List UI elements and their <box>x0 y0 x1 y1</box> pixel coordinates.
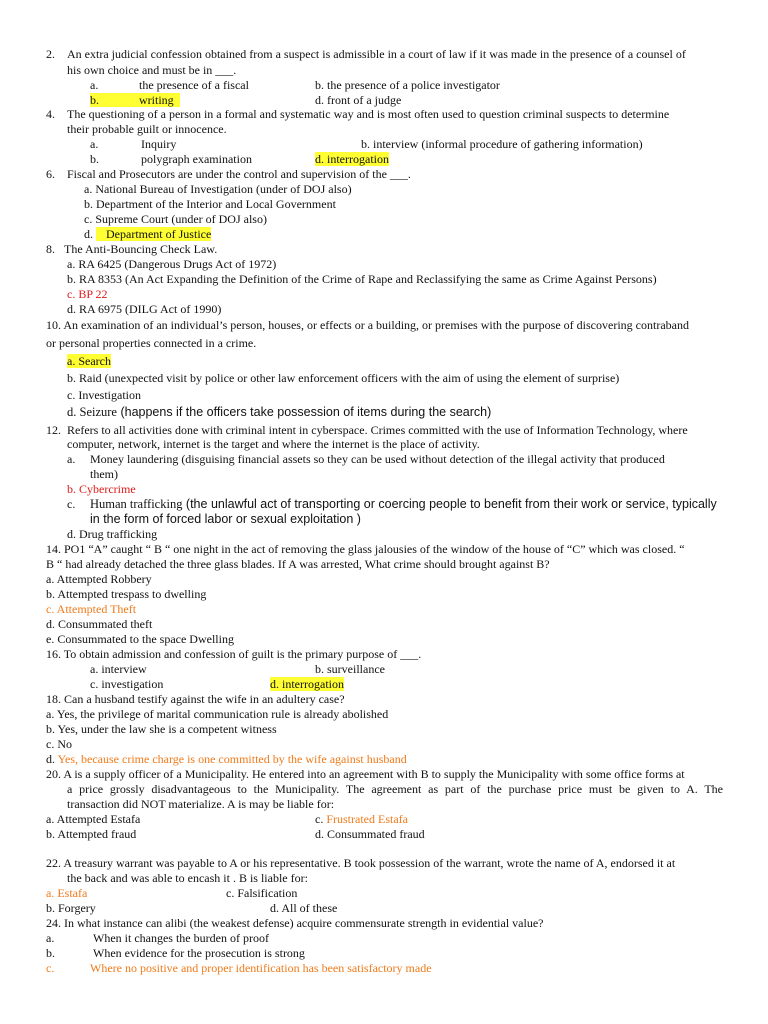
q2-stem-line2: his own choice and must be in ___. <box>67 63 237 77</box>
q4-stem-line2: their probable guilt or innocence. <box>67 122 227 136</box>
q4-option-b-right: b. interview (informal procedure of gathering information) <box>361 137 643 151</box>
q22-option-b: b. Forgery <box>46 901 96 915</box>
q22-option-a: a. Estafa <box>46 886 88 900</box>
q4-option-d: d. interrogation <box>315 152 389 166</box>
q18-option-a: a. Yes, the privilege of marital communication rule is already abolished <box>46 707 389 721</box>
q12-option-c-line2: in the form of forced labor or sexual exploitation ) <box>90 512 361 526</box>
q6-number: 6. <box>46 167 55 181</box>
q8-number: 8. <box>46 242 55 256</box>
q14-option-c: c. Attempted Theft <box>46 602 137 616</box>
q24-option-b: When evidence for the prosecution is strong <box>93 946 305 960</box>
q22-stem-line1: 22. A treasury warrant was payable to A or his representative. B took possession of the warrant, wrote the name of A, endorsed it at <box>46 856 676 870</box>
q12-option-c-letter: c. <box>67 497 76 511</box>
q12-option-a-letter: a. <box>67 452 76 466</box>
q24-stem: 24. In what instance can alibi (the weakest defense) acquire commensurate strength in evidential value? <box>46 916 544 930</box>
q20-option-b: b. Attempted fraud <box>46 827 137 841</box>
q12-stem-line2: computer, network, internet is the target and where the internet is the place of activity. <box>67 437 480 451</box>
q20-option-c-letter: c. <box>315 812 327 826</box>
q10-option-d <box>67 405 491 419</box>
q6-option-c: c. Supreme Court (under of DOJ also) <box>84 212 267 226</box>
q20-option-d: d. Consummated fraud <box>315 827 425 841</box>
q12-option-d: d. Drug trafficking <box>67 527 158 541</box>
q10-option-d-term: d. Seizure <box>67 405 117 419</box>
q4-option-b-letter: b. <box>90 152 99 166</box>
q18-stem: 18. Can a husband testify against the wife in an adultery case? <box>46 692 345 706</box>
q22-option-c: c. Falsification <box>226 886 298 900</box>
q14-option-a: a. Attempted Robbery <box>46 572 152 586</box>
q2-option-b: writing <box>139 93 174 107</box>
q12-stem-line1: Refers to all activities done with criminal intent in cyberspace. Crimes committed with the use of Information Technology, where <box>67 423 688 437</box>
q24-option-a: When it changes the burden of proof <box>93 931 269 945</box>
q14-option-d: d. Consummated theft <box>46 617 153 631</box>
q16-option-c: c. investigation <box>90 677 164 691</box>
q2-option-a: the presence of a fiscal <box>139 78 249 92</box>
q16-stem: 16. To obtain admission and confession of guilt is the primary purpose of ___. <box>46 647 422 661</box>
q22-option-d: d. All of these <box>270 901 338 915</box>
q6-stem: Fiscal and Prosecutors are under the control and supervision of the ___. <box>67 167 411 181</box>
q12-option-c-note: (the unlawful act of transporting or coercing people to benefit from their work or service, typically <box>182 497 717 511</box>
q4-option-b: polygraph examination <box>141 152 252 166</box>
q20-stem-line1: 20. A is a supply officer of a Municipality. He entered into an agreement with B to supply the Municipality with some office forms at <box>46 767 685 781</box>
q12-option-a-line2: them) <box>90 467 118 481</box>
q6-option-d-letter: d. <box>84 227 93 241</box>
q8-option-a: a. RA 6425 (Dangerous Drugs Act of 1972) <box>67 257 277 271</box>
q10-stem-line2: or personal properties connected in a crime. <box>46 336 257 350</box>
q4-number: 4. <box>46 107 55 121</box>
q10-option-d-note: (happens if the officers take possession of items during the search) <box>116 405 492 419</box>
q4-option-a-letter: a. <box>90 137 99 151</box>
q22-stem-line2: the back and was able to encash it . B is liable for: <box>67 871 308 885</box>
q14-option-e: e. Consummated to the space Dwelling <box>46 632 234 646</box>
q12-option-c-line1 <box>90 497 717 511</box>
q2-option-d: d. front of a judge <box>315 93 402 107</box>
q20-stem-line3: transaction did NOT materialize. A is may be liable for: <box>67 797 335 811</box>
q24-option-b-letter: b. <box>46 946 55 960</box>
q4-option-a: Inquiry <box>141 137 177 151</box>
q2-option-b-right: b. the presence of a police investigator <box>315 78 500 92</box>
q16-option-b: b. surveillance <box>315 662 385 676</box>
q10-option-b: b. Raid (unexpected visit by police or other law enforcement officers with the aim of using the element of surprise) <box>67 371 620 385</box>
q8-option-c: c. BP 22 <box>67 287 108 301</box>
q18-option-c: c. No <box>46 737 72 751</box>
q2-option-b-highlight <box>90 93 180 107</box>
q20-option-c-text: Frustrated Estafa <box>326 812 408 826</box>
q20-option-c <box>315 812 408 826</box>
q18-option-d-letter: d. <box>46 752 58 766</box>
q2-number: 2. <box>46 47 55 61</box>
q2-stem-line1: An extra judicial confession obtained from a suspect is admissible in a court of law if it was made in the presence of a counsel of <box>67 47 686 61</box>
q8-option-d: d. RA 6975 (DILG Act of 1990) <box>67 302 222 316</box>
q24-option-c-letter: c. <box>46 961 55 975</box>
q8-option-b: b. RA 8353 (An Act Expanding the Definition of the Crime of Rape and Reclassifying the same as Crime Against Persons) <box>67 272 657 286</box>
q12-number: 12. <box>46 423 61 437</box>
q10-option-c: c. Investigation <box>67 388 141 402</box>
q14-stem-line2: B “ had already detached the three glass blades. If A was arrested, What crime should brought against B? <box>46 557 550 571</box>
q2-option-b-letter: b. <box>90 93 99 107</box>
q14-stem-line1: 14. PO1 “A” caught “ B “ one night in the act of removing the glass jalousies of the window of the house of “C” which was closed. “ <box>46 542 685 556</box>
q10-stem-line1: 10. An examination of an individual’s person, houses, or effects or a building, or premises with the purpose of discovering contraband <box>46 318 689 332</box>
q6-option-d: Department of Justice <box>96 227 211 241</box>
q12-option-a-line1: Money laundering (disguising financial assets so they can be used without detection of the illegal activity that produced <box>90 452 665 466</box>
q20-stem-line2: a price grossly disadvantageous to the Municipality. The agreement as part of the purchase price must be given to A. The <box>67 782 723 796</box>
q16-option-a: a. interview <box>90 662 147 676</box>
q24-option-a-letter: a. <box>46 931 55 945</box>
q18-option-d <box>46 752 407 766</box>
q12-option-b: b. Cybercrime <box>67 482 136 496</box>
q24-option-c: Where no positive and proper identification has been satisfactory made <box>90 961 432 975</box>
q20-option-a: a. Attempted Estafa <box>46 812 141 826</box>
q8-stem: The Anti-Bouncing Check Law. <box>64 242 218 256</box>
q10-option-a: a. Search <box>67 354 111 368</box>
q6-option-b: b. Department of the Interior and Local Government <box>84 197 336 211</box>
q16-option-d: d. interrogation <box>270 677 344 691</box>
q18-option-b: b. Yes, under the law she is a competent witness <box>46 722 277 736</box>
q4-stem-line1: The questioning of a person in a formal and systematic way and is most often used to question criminal suspects to determine <box>67 107 670 121</box>
q14-option-b: b. Attempted trespass to dwelling <box>46 587 207 601</box>
q18-option-d-text: Yes, because crime charge is one committed by the wife against husband <box>57 752 407 766</box>
q2-option-a-letter: a. <box>90 78 99 92</box>
q6-option-a: a. National Bureau of Investigation (under of DOJ also) <box>84 182 352 196</box>
q12-option-c-term: Human trafficking <box>90 497 183 511</box>
